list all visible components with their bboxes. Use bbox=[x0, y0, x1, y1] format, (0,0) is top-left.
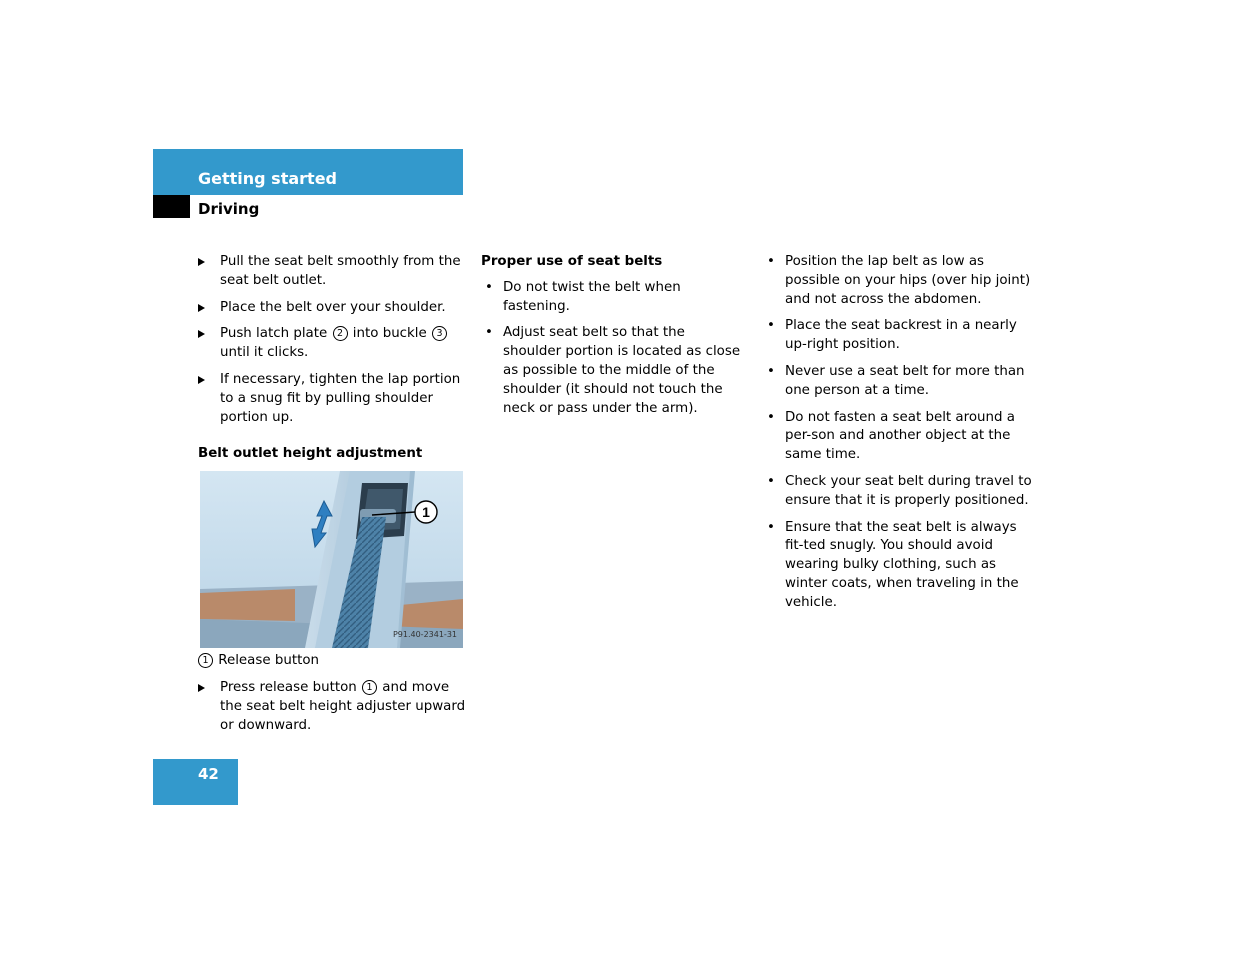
bullet-icon: • bbox=[767, 473, 775, 489]
list-item-text: Never use a seat belt for more than one person at a time. bbox=[785, 363, 1025, 398]
step-text: Place the belt over your shoulder. bbox=[220, 299, 446, 315]
list-item bbox=[763, 317, 1033, 355]
callout-number: 1 bbox=[362, 680, 377, 695]
callout-number: 2 bbox=[333, 326, 348, 341]
figure-caption bbox=[198, 652, 468, 671]
figure-code: P91.40-2341-31 bbox=[392, 630, 457, 640]
step-text: until it clicks. bbox=[220, 345, 309, 361]
instruction-step bbox=[198, 299, 468, 318]
bullet-icon: • bbox=[485, 325, 493, 341]
step-text: Push latch plate bbox=[220, 326, 328, 342]
list-item bbox=[481, 324, 746, 418]
list-item bbox=[763, 409, 1033, 465]
list-item-text: Position the lap belt as low as possible on your hips (over hip joint) and not across the abdomen. bbox=[785, 254, 1031, 307]
column-2 bbox=[481, 253, 746, 426]
list-item-text: Check your seat belt during travel to ensure that it is properly positioned. bbox=[785, 473, 1032, 508]
callout-number: 1 bbox=[198, 653, 213, 668]
list-item bbox=[763, 519, 1033, 613]
list-item bbox=[481, 279, 746, 317]
page-number: 42 bbox=[198, 765, 219, 783]
caption-text: Release button bbox=[218, 653, 320, 669]
section-marker bbox=[153, 195, 190, 218]
callout-number: 3 bbox=[432, 326, 447, 341]
list-item bbox=[763, 363, 1033, 401]
arrow-icon bbox=[198, 684, 205, 692]
section-title: Getting started bbox=[198, 169, 337, 188]
arrow-icon bbox=[198, 258, 205, 266]
list-item-text: Place the seat backrest in a nearly up-right position. bbox=[785, 318, 1017, 353]
list-item bbox=[763, 473, 1033, 511]
instruction-step bbox=[198, 679, 468, 735]
instruction-step bbox=[198, 253, 468, 291]
arrow-icon bbox=[198, 330, 205, 338]
list-item-text: Ensure that the seat belt is always fit-ted snugly. You should avoid wearing bulky clothing, such as winter coats, when traveling in the vehicle. bbox=[785, 519, 1019, 610]
figure-callout: 1 bbox=[422, 504, 430, 521]
list-item-text: Do not twist the belt when fastening. bbox=[503, 279, 681, 314]
bullet-icon: • bbox=[767, 409, 775, 425]
bullet-icon: • bbox=[767, 318, 775, 334]
section-heading: Belt outlet height adjustment bbox=[198, 446, 423, 462]
step-text: If necessary, tighten the lap portion to a snug fit by pulling shoulder portion up. bbox=[220, 371, 461, 425]
step-text: Press release button bbox=[220, 679, 357, 695]
instruction-step bbox=[198, 371, 468, 427]
bullet-icon: • bbox=[767, 254, 775, 269]
bullet-icon: • bbox=[485, 279, 493, 295]
subsection-title: Driving bbox=[198, 200, 260, 218]
bullet-icon: • bbox=[767, 519, 775, 535]
step-text: and move the seat belt height adjuster upward or downward. bbox=[220, 679, 466, 733]
section-heading: Proper use of seat belts bbox=[481, 254, 663, 269]
arrow-icon bbox=[198, 376, 205, 384]
step-text: Pull the seat belt smoothly from the seat belt outlet. bbox=[220, 254, 461, 288]
instruction-step bbox=[198, 325, 468, 363]
list-item bbox=[763, 253, 1033, 309]
arrow-icon bbox=[198, 304, 205, 312]
bullet-icon: • bbox=[767, 363, 775, 379]
list-item-text: Adjust seat belt so that the shoulder portion is located as close as possible to the middle of the shoulder (it should not touch the neck or pass under the arm). bbox=[503, 325, 741, 416]
step-text: into buckle bbox=[352, 326, 427, 342]
column-3 bbox=[763, 253, 1033, 621]
page-number-box bbox=[153, 759, 238, 805]
column-1 bbox=[198, 253, 468, 743]
list-item-text: Do not fasten a seat belt around a per-son and another object at the same time. bbox=[785, 409, 1015, 463]
belt-adjuster-illustration bbox=[200, 471, 463, 648]
